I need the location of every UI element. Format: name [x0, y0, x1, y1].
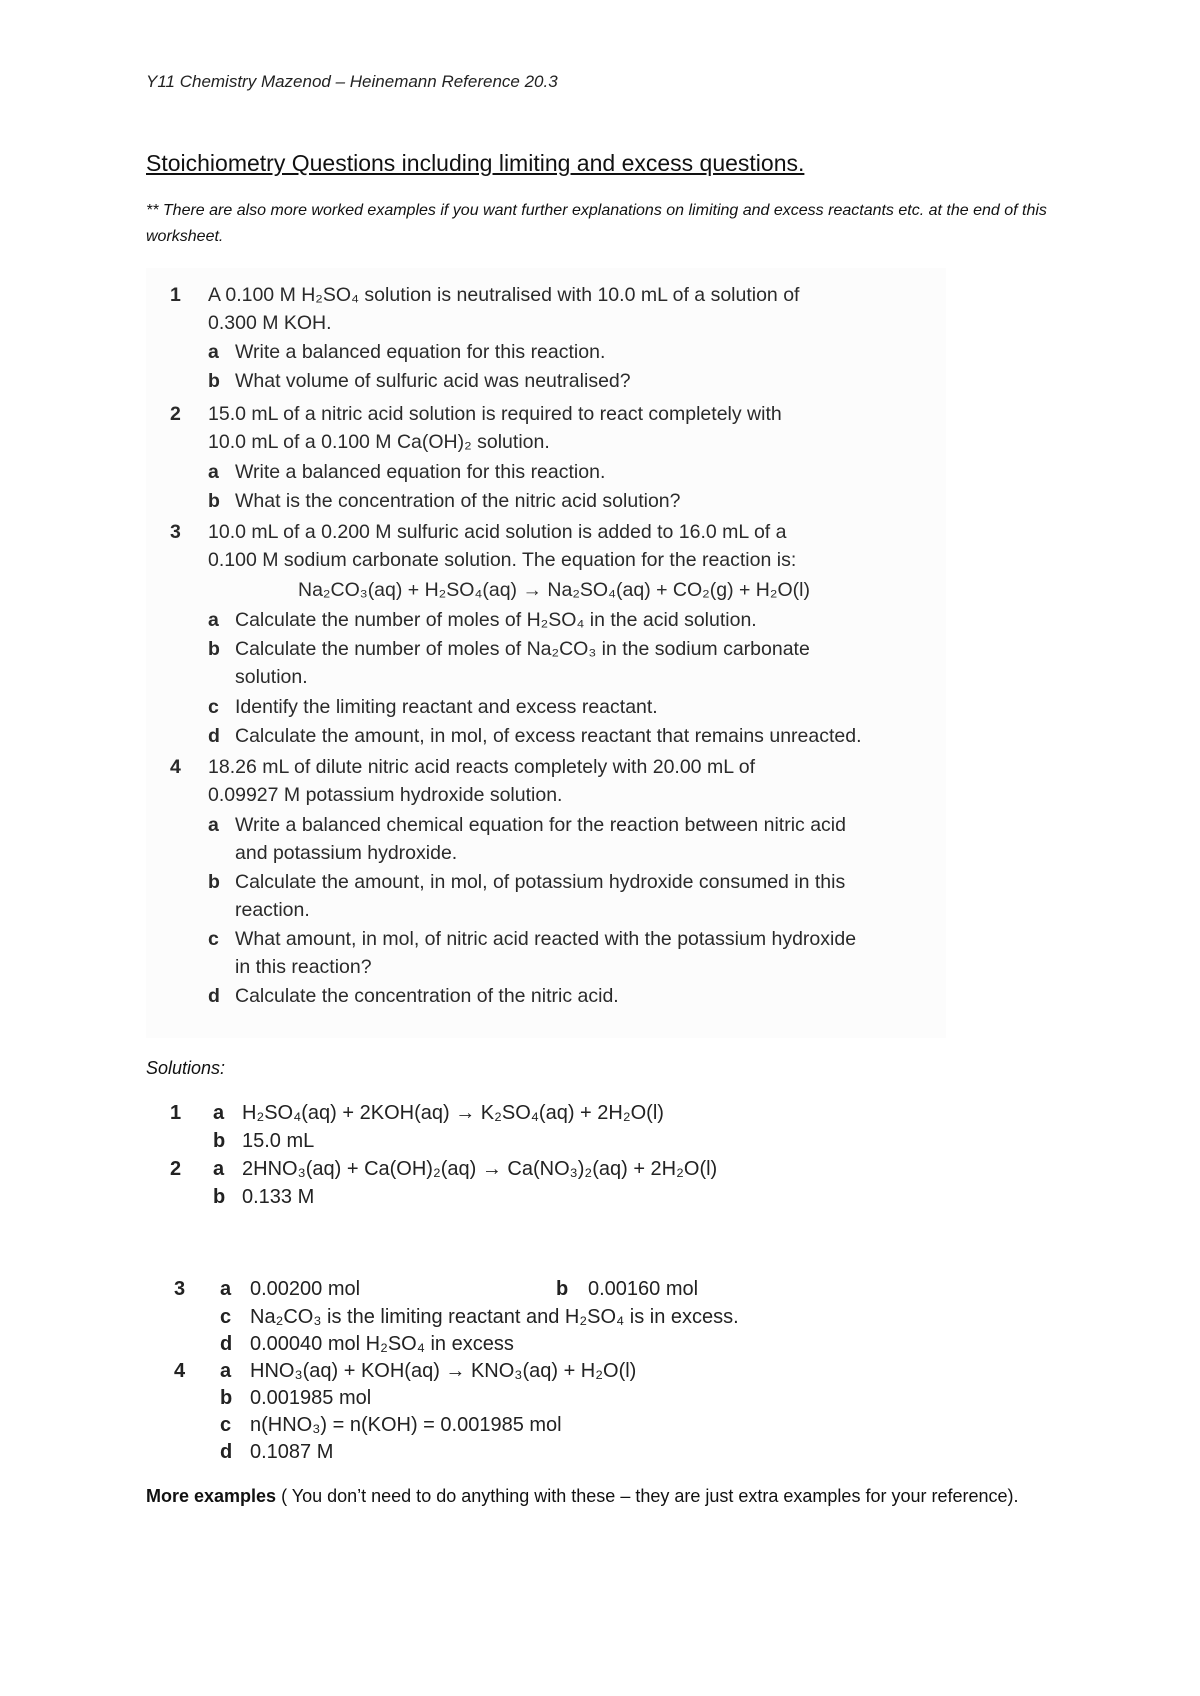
question-number: 2	[170, 403, 181, 425]
part-label: b	[213, 1186, 226, 1208]
part-label: a	[213, 1102, 225, 1124]
solution-text: n(HNO₃) = n(KOH) = 0.001985 mol	[250, 1414, 562, 1436]
part-label: c	[220, 1414, 232, 1436]
solution-text: H₂SO₄(aq) + 2KOH(aq) → K₂SO₄(aq) + 2H₂O(l)	[242, 1102, 664, 1124]
part-text: What is the concentration of the nitric acid solution?	[235, 490, 681, 512]
solutions-heading: Solutions:	[146, 1058, 226, 1078]
part-label: b	[220, 1387, 233, 1409]
part-text: What amount, in mol, of nitric acid reacted with the potassium hydroxide	[235, 928, 857, 950]
part-label: c	[208, 928, 219, 950]
question-number: 4	[170, 756, 181, 778]
part-label: b	[213, 1130, 226, 1152]
part-label: a	[220, 1360, 232, 1382]
solution-text: 0.00160 mol	[588, 1278, 699, 1300]
solution-text: HNO₃(aq) + KOH(aq) → KNO₃(aq) + H₂O(l)	[250, 1360, 637, 1382]
question-stem: 10.0 mL of a 0.100 M Ca(OH)₂ solution.	[208, 431, 550, 453]
solution-text: 0.133 M	[242, 1186, 315, 1208]
part-text: solution.	[235, 666, 308, 688]
question-stem: 15.0 mL of a nitric acid solution is required to react completely with	[208, 403, 782, 425]
part-text: Write a balanced equation for this reaction.	[235, 461, 606, 483]
question-stem: 0.100 M sodium carbonate solution. The equation for the reaction is:	[208, 549, 797, 571]
more-examples-text: ( You don’t need to do anything with these – they are just extra examples for your reference).	[276, 1486, 1019, 1506]
solution-text: Na₂CO₃ is the limiting reactant and H₂SO₄ is in excess.	[250, 1306, 739, 1328]
part-text: Calculate the amount, in mol, of potassium hydroxide consumed in this	[235, 871, 846, 893]
part-label: b	[208, 871, 220, 893]
part-label: b	[208, 638, 220, 660]
part-label: d	[208, 725, 220, 747]
part-label: a	[208, 609, 219, 631]
page-title: Stoichiometry Questions including limiting and excess questions.	[146, 150, 805, 176]
solution-text: 0.00200 mol	[250, 1278, 361, 1300]
solution-text: 15.0 mL	[242, 1130, 315, 1152]
question-stem: 10.0 mL of a 0.200 M sulfuric acid solution is added to 16.0 mL of a	[208, 521, 787, 543]
part-text: Write a balanced chemical equation for the reaction between nitric acid	[235, 814, 846, 836]
solution-text: 0.00040 mol H₂SO₄ in excess	[250, 1333, 514, 1355]
question-number: 3	[170, 521, 181, 543]
part-text: Calculate the amount, in mol, of excess reactant that remains unreacted.	[235, 725, 862, 747]
part-label: a	[208, 341, 219, 363]
part-label: a	[213, 1158, 225, 1180]
part-label: c	[208, 696, 219, 718]
part-text: Calculate the concentration of the nitric acid.	[235, 985, 619, 1007]
part-label: c	[220, 1306, 232, 1328]
part-label: b	[556, 1278, 569, 1300]
part-label: d	[208, 985, 220, 1007]
part-text: Identify the limiting reactant and excess reactant.	[235, 696, 658, 718]
part-label: a	[208, 814, 219, 836]
solution-text: 2HNO₃(aq) + Ca(OH)₂(aq) → Ca(NO₃)₂(aq) + 2H₂O(l)	[242, 1158, 718, 1180]
part-label: a	[220, 1278, 232, 1300]
part-text: What volume of sulfuric acid was neutralised?	[235, 370, 631, 392]
part-label: a	[208, 461, 219, 483]
part-text: Calculate the number of moles of Na₂CO₃ in the sodium carbonate	[235, 638, 810, 660]
part-text: Write a balanced equation for this reaction.	[235, 341, 606, 363]
part-label: d	[220, 1441, 233, 1463]
solution-number: 2	[170, 1158, 182, 1180]
part-label: d	[220, 1333, 233, 1355]
part-label: b	[208, 490, 220, 512]
solution-text: 0.001985 mol	[250, 1387, 372, 1409]
question-stem: 18.26 mL of dilute nitric acid reacts completely with 20.00 mL of	[208, 756, 755, 778]
part-text: Calculate the number of moles of H₂SO₄ in the acid solution.	[235, 609, 757, 631]
solution-number: 1	[170, 1102, 182, 1124]
part-text: and potassium hydroxide.	[235, 842, 458, 864]
document-header: Y11 Chemistry Mazenod – Heinemann Reference 20.3	[146, 72, 558, 91]
question-stem: 0.09927 M potassium hydroxide solution.	[208, 784, 563, 806]
more-examples-note	[146, 1480, 1076, 1512]
part-text: in this reaction?	[235, 956, 372, 978]
question-stem: A 0.100 M H₂SO₄ solution is neutralised with 10.0 mL of a solution of	[208, 284, 800, 306]
intro-note: ** There are also more worked examples if you want further explanations on limiting and excess reactants etc. at the end of this worksheet.	[146, 202, 1047, 245]
question-stem: 0.300 M KOH.	[208, 312, 332, 334]
solution-text: 0.1087 M	[250, 1441, 334, 1463]
solution-number: 4	[174, 1360, 186, 1382]
part-text: reaction.	[235, 899, 310, 921]
more-examples-heading: More examples	[146, 1486, 277, 1506]
question-number: 1	[170, 284, 181, 306]
part-label: b	[208, 370, 220, 392]
reaction-equation: Na₂CO₃(aq) + H₂SO₄(aq) → Na₂SO₄(aq) + CO₂(g) + H₂O(l)	[298, 579, 810, 601]
solution-number: 3	[174, 1278, 186, 1300]
